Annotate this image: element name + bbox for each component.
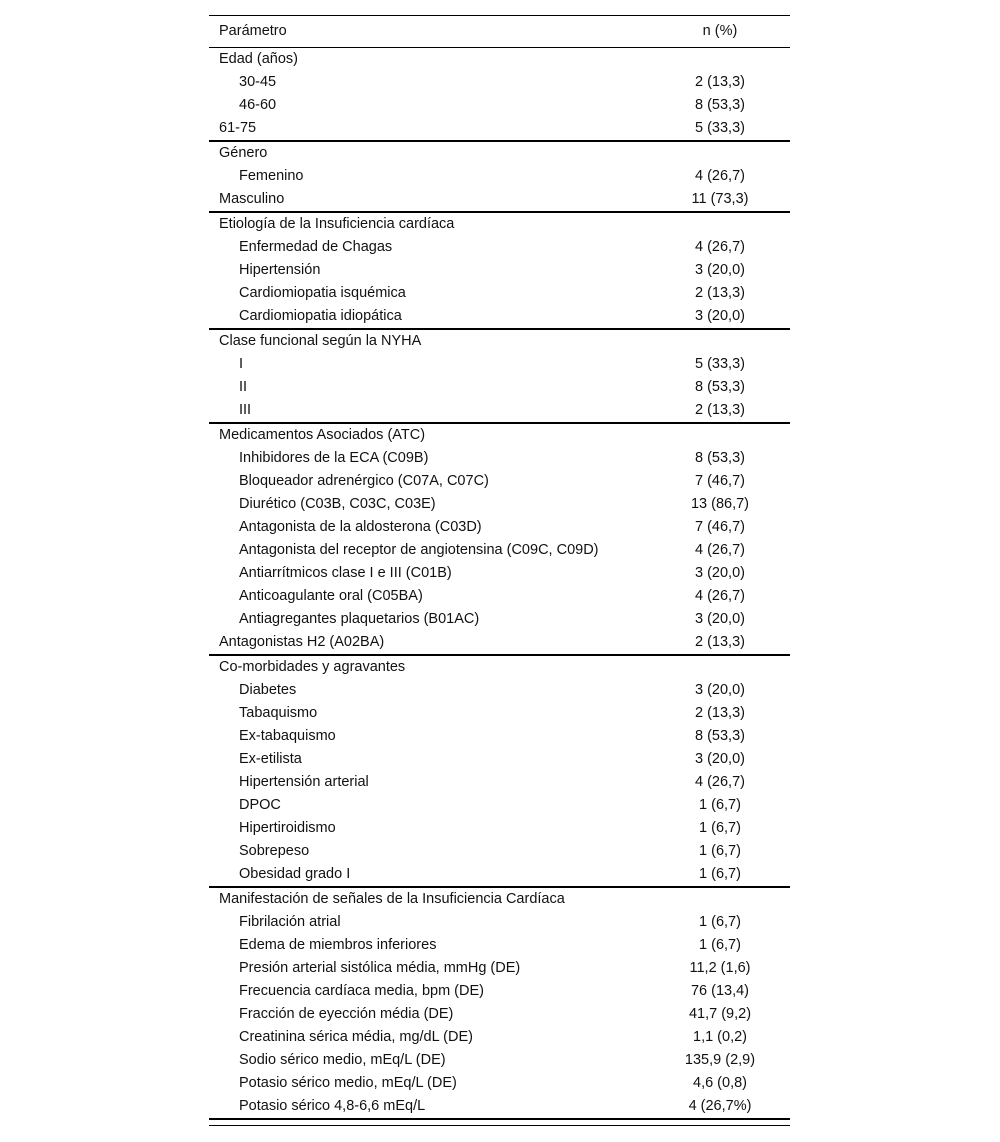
table-row	[209, 840, 790, 863]
row-value: 2 (13,3)	[695, 285, 745, 301]
row-value: 13 (86,7)	[690, 496, 750, 512]
table-row	[209, 1049, 790, 1072]
row-value: 76 (13,4)	[690, 983, 750, 999]
row-label: Enfermedad de Chagas	[239, 239, 393, 255]
row-label: Femenino	[239, 168, 304, 184]
row-value: 1 (6,7)	[699, 843, 741, 859]
section-header-row	[209, 212, 790, 236]
row-value: 4,6 (0,8)	[693, 1075, 747, 1091]
row-label: Sodio sérico medio, mEq/L (DE)	[239, 1052, 446, 1068]
table-row	[209, 236, 790, 259]
table-row	[209, 1095, 790, 1119]
row-value: 3 (20,0)	[695, 262, 745, 278]
table-row	[209, 117, 790, 141]
row-value: 5 (33,3)	[650, 117, 790, 141]
row-label: Antiagregantes plaquetarios (B01AC)	[239, 611, 480, 627]
table-row	[209, 305, 790, 329]
table-row	[209, 817, 790, 840]
table-row	[209, 470, 790, 493]
row-label: 61-75	[209, 117, 650, 141]
row-value	[650, 141, 790, 165]
row-label: Hipertensión arterial	[239, 774, 369, 790]
patient-characteristics-table	[209, 15, 790, 1120]
row-label: Antagonista de la aldosterona (C03D)	[239, 519, 482, 535]
row-value: 5 (33,3)	[695, 356, 745, 372]
row-label: II	[239, 379, 248, 395]
row-value: 4 (26,7)	[695, 588, 745, 604]
table-row	[209, 353, 790, 376]
row-label: Potasio sérico 4,8-6,6 mEq/L	[209, 1095, 650, 1119]
row-value: 2 (13,3)	[695, 74, 745, 90]
section-header-row	[209, 141, 790, 165]
row-label: Ex-etilista	[239, 751, 302, 767]
column-header-parameter: Parámetro	[209, 16, 650, 48]
row-label: Manifestación de señales de la Insuficiencia Cardíaca	[219, 891, 565, 907]
row-value: 1 (6,7)	[699, 820, 741, 836]
row-label: Tabaquismo	[239, 705, 318, 721]
row-value: 11 (73,3)	[650, 188, 790, 212]
row-label: Hipertensión	[239, 262, 321, 278]
table-row	[209, 493, 790, 516]
column-header-value: n (%)	[650, 16, 790, 48]
row-label: Frecuencia cardíaca media, bpm (DE)	[239, 983, 484, 999]
table-row	[209, 259, 790, 282]
table-row	[209, 585, 790, 608]
table-header-row	[209, 16, 790, 48]
row-value	[650, 655, 790, 679]
row-value: 1 (6,7)	[699, 937, 741, 953]
table-row	[209, 282, 790, 305]
row-value: 1,1 (0,2)	[693, 1029, 747, 1045]
row-value: 4 (26,7)	[695, 168, 745, 184]
table-row	[209, 863, 790, 887]
row-value	[650, 423, 790, 447]
row-label: Etiología de la Insuficiencia cardíaca	[219, 216, 455, 232]
table-row	[209, 188, 790, 212]
table-row	[209, 911, 790, 934]
table-row	[209, 1003, 790, 1026]
table-row	[209, 165, 790, 188]
row-value: 4 (26,7)	[695, 774, 745, 790]
table-row	[209, 771, 790, 794]
table-row	[209, 94, 790, 117]
row-value: 8 (53,3)	[695, 728, 745, 744]
row-value	[650, 329, 790, 353]
row-value: 1 (6,7)	[650, 863, 790, 887]
row-label: Presión arterial sistólica média, mmHg (DE)	[239, 960, 521, 976]
row-label: Género	[219, 145, 268, 161]
row-value: 7 (46,7)	[695, 473, 745, 489]
table-row	[209, 980, 790, 1003]
row-label: DPOC	[239, 797, 281, 813]
row-label: Antagonistas H2 (A02BA)	[209, 631, 650, 655]
table-body	[209, 48, 790, 1120]
section-header-row	[209, 655, 790, 679]
row-value: 3 (20,0)	[650, 305, 790, 329]
row-label: Fracción de eyección média (DE)	[239, 1006, 454, 1022]
table-row	[209, 516, 790, 539]
row-label: 46-60	[239, 97, 277, 113]
table-row	[209, 702, 790, 725]
table-row	[209, 794, 790, 817]
row-value: 2 (13,3)	[695, 705, 745, 721]
row-label: Anticoagulante oral (C05BA)	[239, 588, 423, 604]
table-row	[209, 562, 790, 585]
row-label: Fibrilación atrial	[239, 914, 341, 930]
row-label: Inhibidores de la ECA (C09B)	[239, 450, 429, 466]
table-row	[209, 376, 790, 399]
table-row	[209, 447, 790, 470]
row-value: 7 (46,7)	[695, 519, 745, 535]
row-value: 3 (20,0)	[695, 565, 745, 581]
row-label: Masculino	[209, 188, 650, 212]
row-label: Clase funcional según la NYHA	[219, 333, 422, 349]
section-header-row	[209, 423, 790, 447]
section-header-row	[209, 887, 790, 911]
row-label: I	[239, 356, 244, 372]
row-label: Edad (años)	[219, 51, 298, 67]
row-label: Hipertiroidismo	[239, 820, 336, 836]
row-label: Potasio sérico medio, mEq/L (DE)	[239, 1075, 457, 1091]
row-label: Cardiomiopatia idiopática	[209, 305, 650, 329]
table-row	[209, 957, 790, 980]
table-row	[209, 725, 790, 748]
row-label: Co-morbidades y agravantes	[219, 659, 406, 675]
table-row	[209, 934, 790, 957]
row-label: Creatinina sérica média, mg/dL (DE)	[239, 1029, 473, 1045]
row-value: 2 (13,3)	[650, 631, 790, 655]
row-label: Ex-tabaquismo	[239, 728, 336, 744]
row-label: Diurético (C03B, C03C, C03E)	[239, 496, 436, 512]
table-row	[209, 631, 790, 655]
row-value: 11,2 (1,6)	[689, 960, 751, 976]
row-value: 8 (53,3)	[695, 450, 745, 466]
row-value: 3 (20,0)	[695, 611, 745, 627]
table-row	[209, 71, 790, 94]
row-label: Bloqueador adrenérgico (C07A, C07C)	[239, 473, 489, 489]
row-value: 3 (20,0)	[695, 751, 745, 767]
row-value	[650, 212, 790, 236]
table-row	[209, 1026, 790, 1049]
row-label: Medicamentos Asociados (ATC)	[219, 427, 426, 443]
row-value: 3 (20,0)	[695, 682, 745, 698]
table-bottom-rule	[209, 1125, 790, 1126]
row-label: Sobrepeso	[239, 843, 310, 859]
row-label: Obesidad grado I	[209, 863, 650, 887]
section-header-row	[209, 48, 790, 72]
row-value: 1 (6,7)	[699, 914, 741, 930]
table-row	[209, 608, 790, 631]
table-row	[209, 1072, 790, 1095]
row-value: 135,9 (2,9)	[684, 1052, 756, 1068]
row-value: 8 (53,3)	[695, 97, 745, 113]
table-row	[209, 679, 790, 702]
row-value: 41,7 (9,2)	[688, 1006, 752, 1022]
row-label: Antiarrítmicos clase I e III (C01B)	[239, 565, 452, 581]
row-value: 4 (26,7)	[695, 239, 745, 255]
row-value	[650, 887, 790, 911]
row-label: Cardiomiopatia isquémica	[239, 285, 406, 301]
row-value: 8 (53,3)	[695, 379, 745, 395]
section-header-row	[209, 329, 790, 353]
table-row	[209, 539, 790, 562]
row-value: 4 (26,7)	[695, 542, 745, 558]
row-label: Antagonista del receptor de angiotensina (C09C, C09D)	[239, 542, 599, 558]
row-label: III	[209, 399, 650, 423]
row-value	[650, 48, 790, 72]
row-value: 4 (26,7%)	[650, 1095, 790, 1119]
table-row	[209, 399, 790, 423]
row-value: 1 (6,7)	[699, 797, 741, 813]
row-value: 2 (13,3)	[650, 399, 790, 423]
row-label: 30-45	[239, 74, 277, 90]
row-label: Edema de miembros inferiores	[239, 937, 437, 953]
table-row	[209, 748, 790, 771]
row-label: Diabetes	[239, 682, 297, 698]
